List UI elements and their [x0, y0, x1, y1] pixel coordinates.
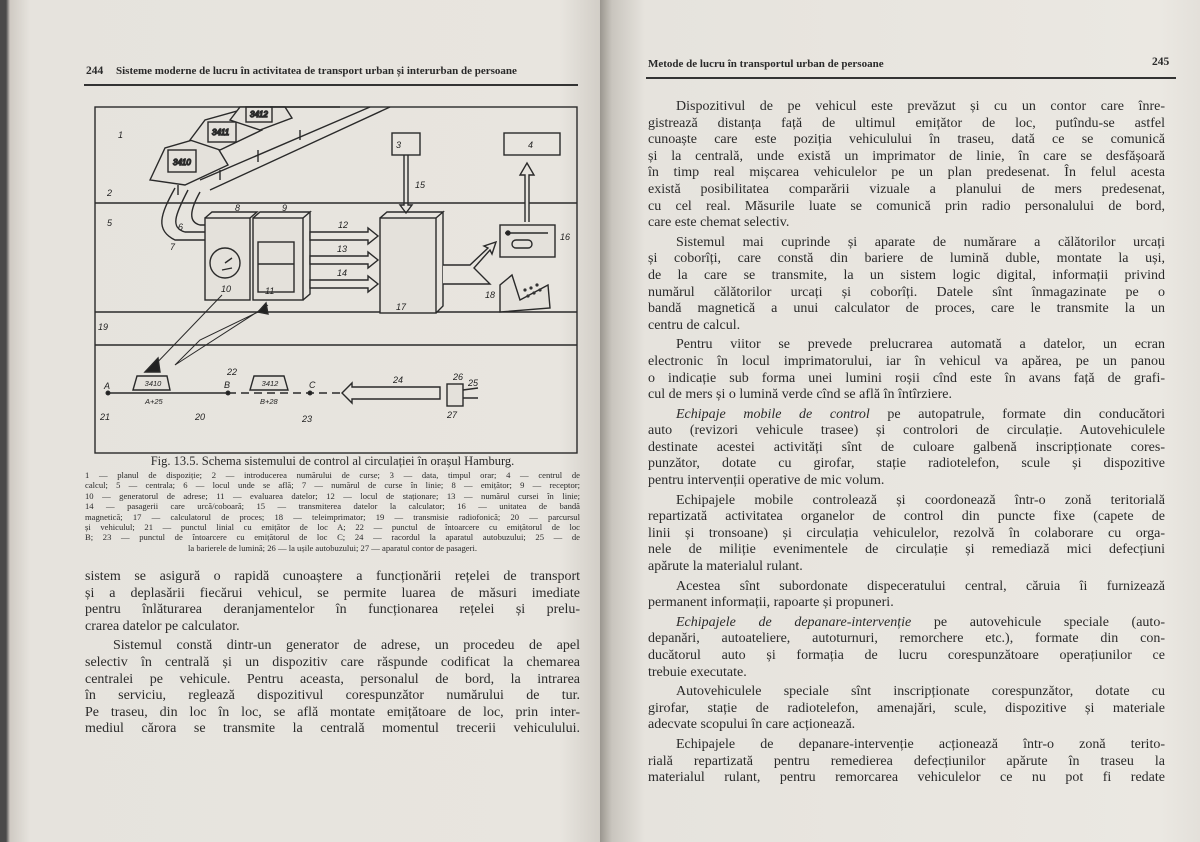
figure-label: 10: [221, 284, 232, 294]
text-line: adecvate scopului în care acționează.: [648, 717, 856, 733]
text-line: Acestea sînt subordonate dispeceratului central, căruia îi furnizează: [676, 578, 1165, 594]
text-line: electronic în locul imprimatorului, iar în vehicul va apărea, pe un panou: [648, 353, 1165, 369]
text-line: ducătorul auto și formația de lucru corespunzătoare operațiunilor ce: [648, 648, 1165, 663]
text-line: pentru înlăturarea deranjamentelor în funcționarea rețelei și prelu-: [85, 602, 580, 618]
legend-line: B; 23 — punctul de întoarcere cu emițătorul de loc C; 24 — racordul la aparatul autobuzului; 25 — de: [85, 532, 580, 543]
text-line: materialul rulant, pentru remorcarea vehiculelor ce nu pot fi redate: [648, 770, 1165, 786]
paragraph: [85, 569, 580, 635]
figure-label: 24: [393, 375, 404, 385]
text-line: cunoaște care este poziția vehiculului în traseu, dată ce se comunică: [648, 132, 1165, 148]
right-page: [600, 0, 1200, 842]
figure-label: 6: [178, 222, 184, 232]
text-line: centru de calcul.: [648, 317, 741, 333]
text-line: cu cel real. Măsurile luate se comunică prin radio personalului de bord,: [648, 198, 1165, 214]
figure-label: 21: [100, 412, 111, 422]
text-line: bandă magnetică a unui calculator de proces, care le transmite la un: [648, 301, 1165, 317]
text-line: o indicație sub forma unei lumini roșii cînd este în avans față de grafi-: [648, 370, 1165, 386]
text-line: cul de mers și o lumină verde cînd se află în întîrziere.: [648, 387, 953, 403]
right-body-text: [648, 98, 1165, 786]
paragraph: [648, 406, 1165, 489]
text-line: există posibilitatea comparării vizuale a planului de mers predesenat,: [648, 181, 1165, 197]
text-line: [648, 406, 1165, 423]
text-line: depanări, autoateliere, autoturnuri, remorchere etc.), formate din con-: [648, 631, 1165, 647]
text-line: trebuie executate.: [648, 664, 747, 680]
connection-arrow: [342, 383, 440, 403]
text-line: [648, 614, 1165, 631]
paragraph: [648, 683, 1165, 733]
text-line: Pentru viitor se prevede prelucrarea automată a datelor, un ecran: [676, 337, 1165, 353]
paragraph: [648, 492, 1165, 575]
figure-label: 14: [337, 268, 348, 278]
running-head: Metode de lucru în transportul urban de persoane: [648, 58, 884, 70]
point-label: B: [224, 380, 231, 390]
text-line: Echipajele de depanare-intervenție acționează într-o zonă terito-: [676, 736, 1165, 752]
figure-label: 26: [453, 372, 464, 382]
vehicle-tag: B+28: [260, 397, 278, 406]
header-rule: [646, 77, 1176, 79]
bus-number: 3410: [144, 379, 162, 388]
text-line: Pe traseu, din loc în loc, se află montate emițătoare de loc, prin inter-: [85, 704, 580, 720]
running-head: Sisteme moderne de lucru în activitatea de transport urban și interurban de persoane: [116, 65, 517, 77]
figure-label: 5: [107, 218, 113, 228]
console-number: 3411: [212, 128, 230, 137]
text-line: și la centrală, unde există un imprimator de linie, în care se desfășoară: [648, 148, 1165, 164]
text-line: repartizată activitatea organelor de control din puncte fixe (capete de: [648, 509, 1165, 525]
legend-line: la barierele de lumină; 26 — la ușile autobuzului; 27 — aparatul contor de pasageri.: [188, 542, 477, 553]
legend-line: magnetică; 17 — calculatorul de proces; 18 — teleimprimator; 19 — transmisie radiofonică; 20 — parcursul: [85, 511, 580, 522]
legend-line: 10 — generatorul de adrese; 11 — evaluarea datelor; 12 — locul de staționare; 13 — numărul cursei în linie;: [85, 490, 580, 501]
text-line: numărul călătorilor urcați și coborîți. Datele sînt înmagazinate pe o: [648, 284, 1165, 300]
left-body-text: [85, 569, 580, 738]
figure-label: 8: [235, 203, 241, 213]
figure-label: 23: [302, 414, 313, 424]
text-line: rială repartizată pentru remedierea defecțiunilor apărute în traseu la: [648, 753, 1165, 769]
text-line: nele de miliție evenimentele de circulație și remediază mici defecțiuni: [648, 542, 1165, 558]
paragraph: [648, 98, 1165, 231]
text-line: Sistemul mai cuprinde și aparate de numărare a călătorilor urcați: [676, 234, 1165, 250]
text-line: girofar, stație de radiotelefon, amenajări, scule, dispozitive și materiale: [648, 700, 1165, 716]
figure-label: 11: [265, 286, 275, 296]
text-line: destinate acestei activități sînt de culoare galbenă inscripționate cores-: [648, 439, 1165, 455]
legend-line: calcul; 5 — centrala; 6 — locul unde se află; 7 — numărul de curse în linie; 8 — emițător; 9 — receptor;: [85, 480, 580, 491]
text-line: Dispozitivul de pe vehicul este prevăzut și cu un contor care înre-: [676, 99, 1165, 114]
page-number: 245: [1152, 56, 1170, 68]
figure-label: 19: [98, 322, 109, 332]
legend-line: și vehiculul; 21 — punctul linial cu emițător de loc A; 22 — punctul de întoarcere cu emițătorul de loc: [85, 521, 580, 532]
header-rule: [84, 84, 578, 86]
console-number: 3410: [173, 158, 191, 167]
figure-label: 17: [396, 302, 407, 312]
bus-number: 3412: [261, 379, 279, 388]
teleprinter: [500, 275, 550, 312]
figure-label: 1: [118, 130, 124, 140]
text-line: gistrează distanța față de ultimul emițător de loc, putîndu-se astfel: [648, 115, 1165, 131]
figure-legend: [85, 470, 580, 553]
text-line: auto (revizori vehicule trasee) și controlori de circulație. Autovehiculele: [648, 423, 1165, 439]
figure-label: 27: [447, 410, 458, 420]
text-line: în serviciu, reglează dispozitivul corespunzător numărului de tur.: [85, 688, 580, 704]
text-line: Autovehiculele speciale sînt inscripționate corespunzător, dotate cu: [676, 684, 1165, 700]
vehicle-tag: A+25: [145, 397, 163, 406]
figure-label: 18: [485, 290, 496, 300]
figure-label: 15: [415, 180, 426, 190]
paragraph: [648, 736, 1165, 786]
text-line: selectiv în centrală și un dispozitiv care răspunde codificat la chemarea: [85, 654, 580, 670]
text-line: permanent informații, rapoarte și propuneri.: [648, 595, 894, 611]
text-line: sistem se asigură o rapidă cunoaștere a funcționării rețelei de transport: [85, 569, 580, 584]
italic-term: Echipajele de depanare-intervenție: [676, 614, 912, 630]
text-line: linii și tronsoane) și circulația vehiculelor, rezolvă în colaborare cu orga-: [648, 525, 1165, 541]
italic-term: Echipaje mobile de control: [676, 406, 870, 422]
text-line: Echipajele mobile controlează și coordonează într-o zonă teritorială: [676, 492, 1165, 508]
figure-label: 13: [337, 244, 348, 254]
line-text: pe autopatrule, formate din conducători: [869, 406, 1165, 422]
text-line: pentru intervenții operative de mic volum.: [648, 473, 885, 489]
text-line: Sistemul constă dintr-un generator de adrese, un procedeu de apel: [113, 638, 580, 654]
figure-label: 9: [282, 203, 288, 213]
text-line: și coborîți, care constă din bariere de lumină duble, montate la uși,: [648, 251, 1165, 267]
console-number: 3412: [250, 110, 268, 119]
text-line: mediul cărora se transmite la centrală momentul trecerii vehiculului.: [85, 721, 580, 737]
legend-line: 1 — planul de dispoziție; 2 — introducerea numărului de curse; 3 — data, timpul orar; 4 — centrul de: [85, 470, 580, 480]
magnetic-tape-unit: [500, 225, 555, 257]
point-label: C: [309, 380, 316, 390]
figure-label: 12: [338, 220, 349, 230]
line-text: pe autovehicule speciale (auto-: [911, 614, 1165, 630]
text-line: de la care se transmite, la un sistem logic digital, informații privind: [648, 267, 1165, 283]
figure-label: 4: [528, 140, 534, 150]
figure-label: 25: [468, 378, 479, 388]
paragraph: [648, 614, 1165, 680]
process-computer-box: [380, 218, 436, 313]
paragraph: [648, 578, 1165, 611]
figure-label: 20: [195, 412, 206, 422]
figure-label: 16: [560, 232, 571, 242]
text-line: care este chemat selectiv.: [648, 215, 790, 231]
passenger-counter: [447, 384, 463, 406]
text-line: centralei pe vehicule. Pentru aceasta, personalul de bord, la intrarea: [85, 671, 580, 687]
point-label: A: [104, 381, 111, 391]
text-line: apărute la materialul rulant.: [648, 559, 803, 575]
text-line: crarea datelor pe calculator.: [85, 618, 240, 634]
figure-label: 3: [396, 140, 402, 150]
legend-line: 14 — pasagerii care urcă/coboară; 15 — transmiterea datelor la calculator; 16 — unitatea de bandă: [85, 501, 580, 512]
paragraph: [85, 638, 580, 738]
receiver-box: [253, 218, 303, 300]
figure-label: 22: [227, 367, 238, 377]
figure-caption: Fig. 13.5. Schema sistemului de control al circulației în orașul Hamburg.: [150, 454, 515, 468]
text-line: punzător, dotate cu girofar, stație radiotelefon, scule și dispozitive: [648, 456, 1165, 472]
text-line: în timp real mișcarea vehiculelor pe un plan predesenat. În felul acesta: [648, 165, 1165, 181]
text-line: și a deplasării fiecărui vehicul, se permite luarea de măsuri imediate: [85, 585, 580, 601]
page-number: 244: [86, 65, 104, 77]
figure-label: 7: [170, 242, 176, 252]
figure-label: 2: [107, 188, 113, 198]
paragraph: [648, 336, 1165, 402]
paragraph: [648, 234, 1165, 334]
hamburg-traffic-control-diagram: [90, 102, 582, 458]
